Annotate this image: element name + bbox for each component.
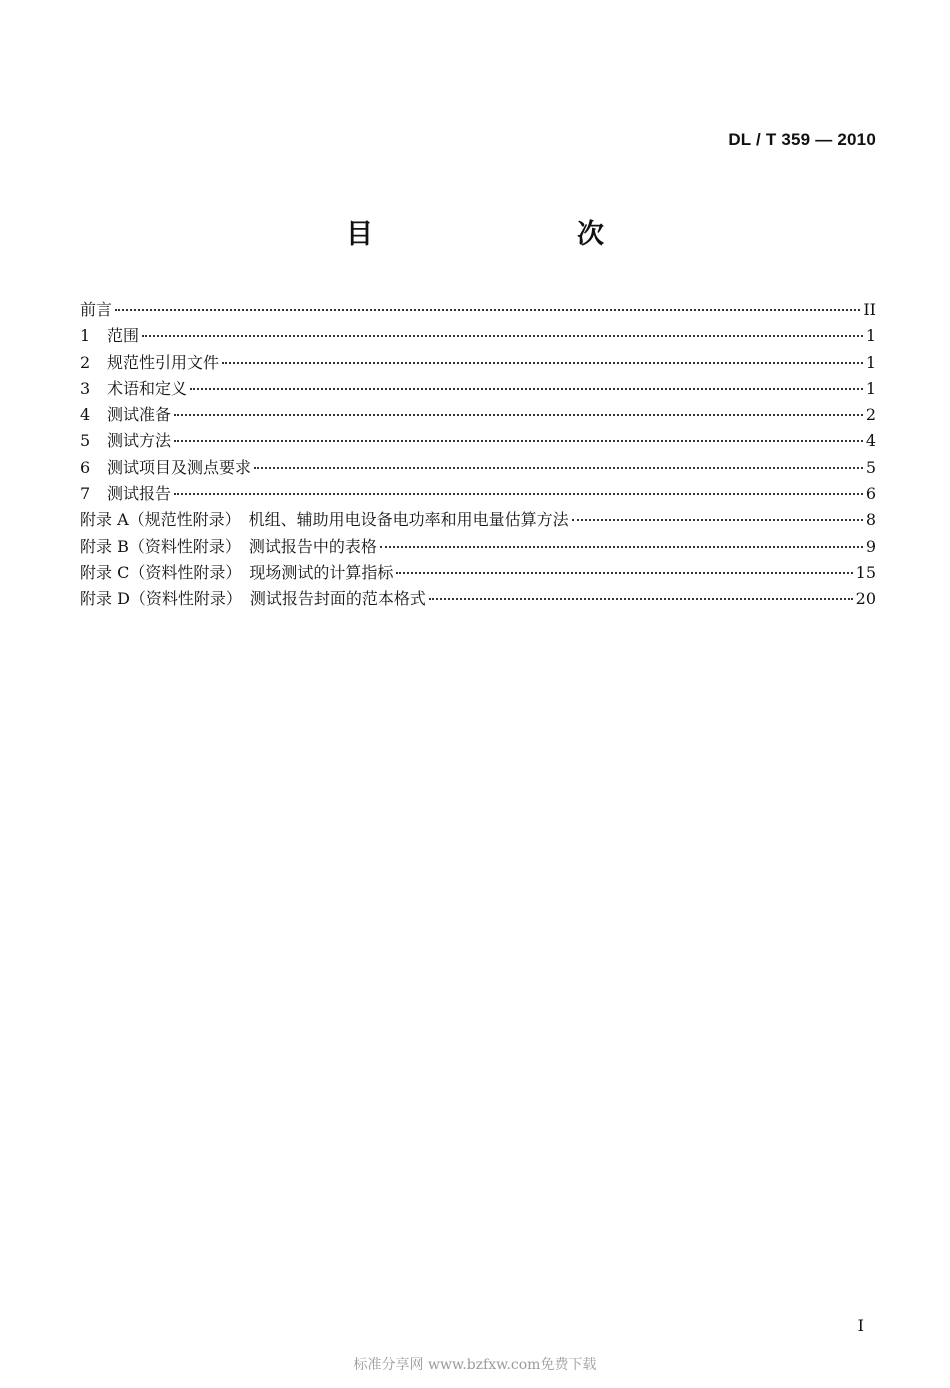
toc-page-number: 4 — [865, 431, 876, 451]
toc-dot-leader — [396, 572, 852, 574]
toc-page-number: 20 — [855, 589, 876, 609]
toc-entry-2[interactable] — [80, 350, 876, 376]
toc-entry-title: 规范性引用文件 — [107, 352, 220, 372]
toc-section-number: 4 — [80, 405, 91, 425]
toc-page-number: 9 — [865, 536, 876, 556]
toc-dot-leader — [572, 519, 863, 521]
toc-page-number: 1 — [865, 378, 876, 398]
toc-dot-leader — [174, 414, 863, 416]
page-title: 目 次 — [346, 219, 654, 250]
toc-entry-title: 测试报告 — [107, 484, 172, 504]
toc-entry-appendix-b[interactable] — [80, 534, 876, 560]
toc-entry-5[interactable] — [80, 428, 876, 454]
toc-page-number: 8 — [865, 510, 876, 530]
toc-section-number: 5 — [80, 431, 91, 451]
toc-dot-leader — [142, 335, 863, 337]
toc-section-number: 2 — [80, 352, 91, 372]
toc-entry-4[interactable] — [80, 402, 876, 428]
toc-page-number: 1 — [865, 326, 876, 346]
toc-entry-appendix-a[interactable] — [80, 507, 876, 533]
toc-section-number: 1 — [80, 326, 91, 346]
toc-dot-leader — [380, 546, 863, 548]
table-of-contents — [80, 297, 876, 613]
toc-dot-leader — [222, 362, 863, 364]
toc-entry-6[interactable] — [80, 455, 876, 481]
toc-dot-leader — [174, 440, 863, 442]
toc-entry-1[interactable] — [80, 323, 876, 349]
toc-dot-leader — [190, 388, 863, 390]
toc-entry-title: 前言 — [80, 300, 113, 319]
toc-entry-3[interactable] — [80, 376, 876, 402]
toc-dot-leader — [429, 598, 853, 600]
toc-entry-appendix-d[interactable] — [80, 586, 876, 612]
toc-entry-title: 附录 D（资料性附录） 测试报告封面的范本格式 — [80, 589, 426, 609]
toc-dot-leader — [254, 467, 863, 469]
toc-section-number: 6 — [80, 457, 91, 477]
toc-page-number: 6 — [865, 484, 876, 504]
watermark-text: 标准分享网 www.bzfxw.com免费下载 — [353, 1357, 597, 1373]
toc-section-number: 7 — [80, 484, 91, 504]
toc-entry-title: 测试准备 — [107, 405, 172, 425]
toc-entry-appendix-c[interactable] — [80, 560, 876, 586]
toc-page-number: 1 — [865, 352, 876, 372]
page-number: I — [857, 1316, 864, 1335]
toc-entry-title: 范围 — [107, 326, 140, 346]
toc-entry-title: 术语和定义 — [107, 378, 188, 398]
toc-dot-leader — [174, 493, 863, 495]
toc-page-number: 15 — [855, 562, 876, 582]
toc-entry-title: 附录 A（规范性附录） 机组、辅助用电设备电功率和用电量估算方法 — [80, 510, 569, 530]
toc-page-number: 2 — [865, 405, 876, 425]
toc-entry-title: 附录 B（资料性附录） 测试报告中的表格 — [80, 536, 377, 556]
toc-page-number: II — [863, 300, 876, 319]
toc-entry-title: 测试方法 — [107, 431, 172, 451]
toc-entry-7[interactable] — [80, 481, 876, 507]
toc-entry-title: 测试项目及测点要求 — [107, 457, 252, 477]
toc-page-number: 5 — [865, 457, 876, 477]
toc-dot-leader — [115, 309, 860, 311]
toc-entry-title: 附录 C（资料性附录） 现场测试的计算指标 — [80, 562, 394, 582]
standard-code: DL / T 359 — 2010 — [728, 130, 876, 149]
toc-entry-foreword[interactable] — [80, 297, 876, 323]
toc-section-number: 3 — [80, 378, 91, 398]
